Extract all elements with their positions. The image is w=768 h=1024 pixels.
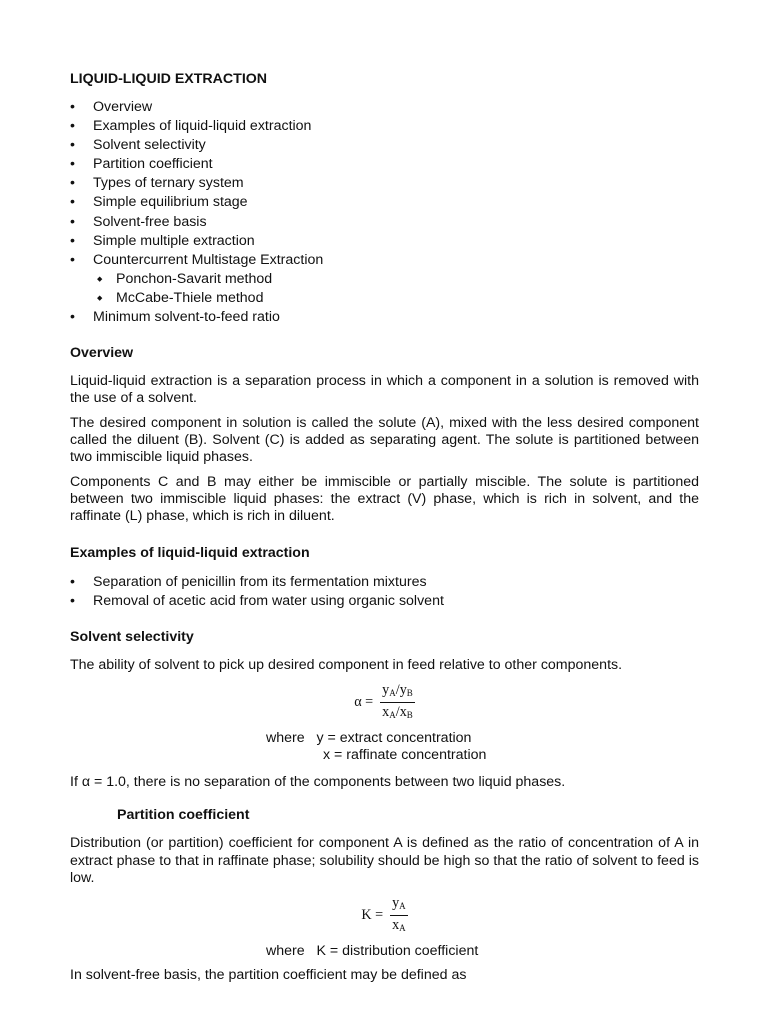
selectivity-formula (70, 681, 699, 724)
partition-heading: Partition coefficient (117, 807, 250, 824)
overview-paragraph: Liquid-liquid extraction is a separation process in which a component in a solution is removed with the use of a solvent. (70, 373, 699, 407)
document-title: LIQUID-LIQUID EXTRACTION (70, 71, 268, 87)
examples-list (70, 573, 699, 611)
example-item: • Removal of acetic acid from water using organic solvent (70, 592, 699, 611)
outline-item: • Types of ternary system (70, 174, 699, 193)
where-label: where (266, 943, 305, 960)
partition-formula (70, 894, 699, 937)
selectivity-where (266, 730, 699, 765)
outline-item: • Examples of liquid-liquid extraction (70, 117, 699, 136)
outline-list (70, 98, 699, 327)
selectivity-heading: Solvent selectivity (70, 628, 194, 645)
formula-numerator: $y_A$ (390, 894, 408, 916)
partition-where (266, 943, 699, 961)
formula-lhs: α = (354, 693, 374, 710)
outline-item: • Solvent-free basis (70, 213, 699, 232)
overview-paragraph: Components C and B may either be immiscible or partially miscible. The solute is partitioned between two immiscible liquid phases: the extract (V) phase, which is rich in solvent, and the raffinate (L) phase, which is rich in diluent. (70, 473, 699, 525)
outline-subitem: ◆ McCabe-Thiele method (70, 289, 699, 308)
outline-item: • Minimum solvent-to-feed ratio (70, 308, 699, 327)
outline-item: • Solvent selectivity (70, 136, 699, 155)
where-definition: y = extract concentration (316, 729, 472, 746)
overview-heading: Overview (70, 345, 134, 362)
formula-fraction (390, 894, 408, 937)
outline-item: • Partition coefficient (70, 155, 699, 174)
formula-denominator: $x_A$ (392, 917, 406, 934)
selectivity-text: The ability of solvent to pick up desired component in feed relative to other components. (70, 656, 623, 673)
where-definition: x = raffinate concentration (323, 747, 487, 764)
formula-denominator: $x_A/x_B$ (382, 703, 413, 720)
partition-closing: In solvent-free basis, the partition coefficient may be defined as (70, 966, 467, 983)
outline-item: • Overview (70, 98, 699, 117)
where-definition: K = distribution coefficient (316, 943, 479, 960)
example-item: • Separation of penicillin from its fermentation mixtures (70, 573, 699, 592)
overview-paragraph: The desired component in solution is called the solute (A), mixed with the less desired component called the diluent (B). Solvent (C) is added as separating agent. The solute is partitioned between two immiscible liquid phases. (70, 414, 699, 466)
selectivity-note: If α = 1.0, there is no separation of the components between two liquid phases. (70, 773, 566, 790)
where-label: where (266, 729, 305, 746)
outline-item: • Simple multiple extraction (70, 232, 699, 251)
formula-numerator: $y_A/y_B$ (380, 681, 415, 703)
document-body (70, 70, 699, 991)
partition-text: Distribution (or partition) coefficient for component A is defined as the ratio of concentration of A in extract phase to that in raffinate phase; solubility should be high so that the ratio of solvent to feed is low. (70, 835, 699, 886)
outline-item: • Countercurrent Multistage Extraction (70, 251, 699, 270)
formula-lhs: K = (361, 907, 384, 924)
outline-subitem: ◆ Ponchon-Savarit method (70, 270, 699, 289)
examples-heading: Examples of liquid-liquid extraction (70, 544, 310, 561)
formula-fraction (380, 681, 415, 724)
outline-item: • Simple equilibrium stage (70, 193, 699, 212)
